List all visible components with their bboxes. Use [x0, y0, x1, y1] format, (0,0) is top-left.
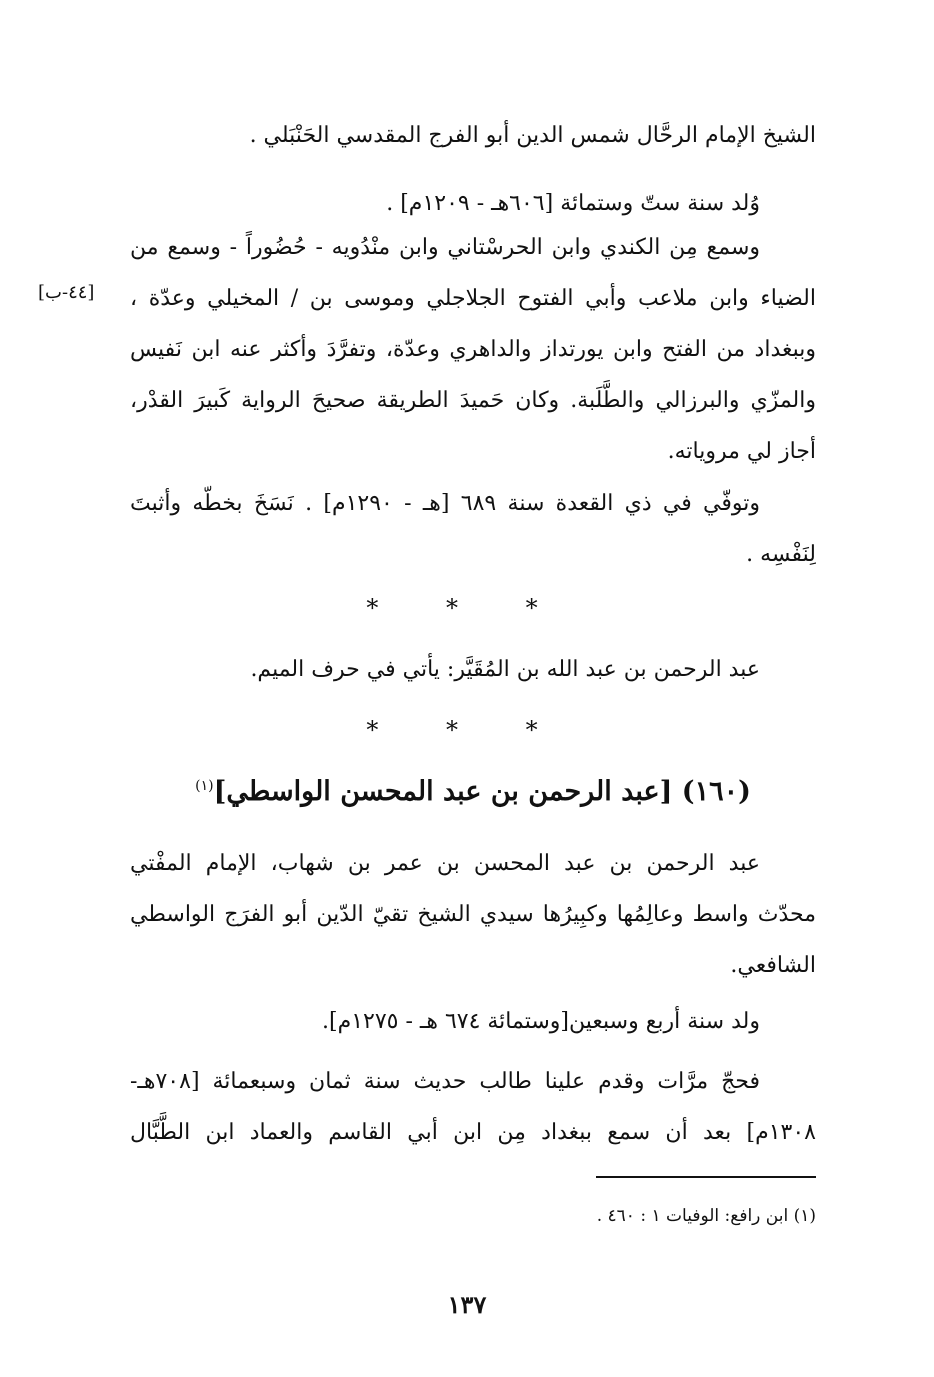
footnote: (١) ابن رافع: الوفيات ١ : ٤٦٠ .: [596, 1206, 816, 1226]
paragraph-entry-name: [130, 838, 816, 991]
cross-reference: [130, 644, 816, 695]
paragraph-entry-birth: [130, 996, 816, 1047]
text-line: الشافعي.: [730, 953, 816, 978]
text-line: فحجّ مرَّات وقدم علينا طالب حديث سنة ثمان وسبعمائة [٧٠٨هـ-: [130, 1069, 760, 1094]
paragraph-teachers: [130, 222, 816, 477]
text-line: وتوفّي في ذي القعدة سنة ٦٨٩ [هـ - ١٢٩٠م] . نَسَخَ بخطّه وأثبتَ: [130, 491, 761, 516]
text-line: أجاز لي مروياته.: [667, 439, 816, 464]
text-line: لِنَفْسِه .: [746, 542, 816, 567]
text-line: وسمع مِن الكندي وابن الحرسْتاني وابن منْدُويه - حُضُوراً - وسمع من: [130, 235, 760, 260]
text-line: ولد سنة أربع وسبعين[وستمائة ٦٧٤ هـ - ١٢٧٥م].: [322, 1009, 760, 1034]
text-line: ١٣٠٨م] بعد أن سمع ببغداد مِن ابن أبي القاسم والعماد ابن الطَّبَّال: [130, 1120, 816, 1145]
folio-margin-note: [٤٤-ب]: [38, 282, 95, 303]
text-line: عبد الرحمن بن عبد الله بن المُقَيَّر: يأتي في حرف الميم.: [250, 657, 760, 682]
section-separator: * * *: [366, 594, 568, 622]
paragraph-death: [130, 478, 816, 580]
text-line: عبد الرحمن بن عبد المحسن بن عمر بن شهاب، الإمام المفْتي: [130, 851, 760, 876]
section-separator: * * *: [366, 716, 568, 744]
text-line: محدّث واسط وعالِمُها وكبِيرُها سيدي الشيخ تقيّ الدّين أبو الفرَج الواسطي: [130, 902, 816, 927]
text-line: الشيخ الإمام الرحَّال شمس الدين أبو الفرج المقدسي الحَنْبَلي .: [249, 123, 816, 148]
entry-title-text: (١٦٠) [عبد الرحمن بن عبد المحسن الواسطي]: [213, 776, 751, 807]
paragraph-entry-travel: [130, 1056, 816, 1158]
text-line: الضياء وابن ملاعب وأبي الفتوح الجلاجلي وموسى بن / المخيلي وعدّة ،: [130, 286, 816, 311]
footnote-divider: [596, 1176, 816, 1178]
page-number: ١٣٧: [447, 1290, 487, 1319]
text-line: وُلد سنة ستّ وستمائة [٦٠٦هـ - ١٢٠٩م] .: [386, 191, 760, 216]
paragraph-name-line: [130, 110, 816, 161]
footnote-marker: (١): [195, 778, 214, 794]
entry-heading: [130, 776, 816, 807]
text-line: وببغداد من الفتح وابن يورتداز والداهري وعدّة، وتفرَّدَ وأكثر عنه ابن نَفيس: [130, 337, 816, 362]
text-line: والمزّي والبرزالي والطَّلَبة. وكان حَميدَ الطريقة صحيحَ الرواية كَبيرَ القدْر،: [130, 388, 816, 413]
